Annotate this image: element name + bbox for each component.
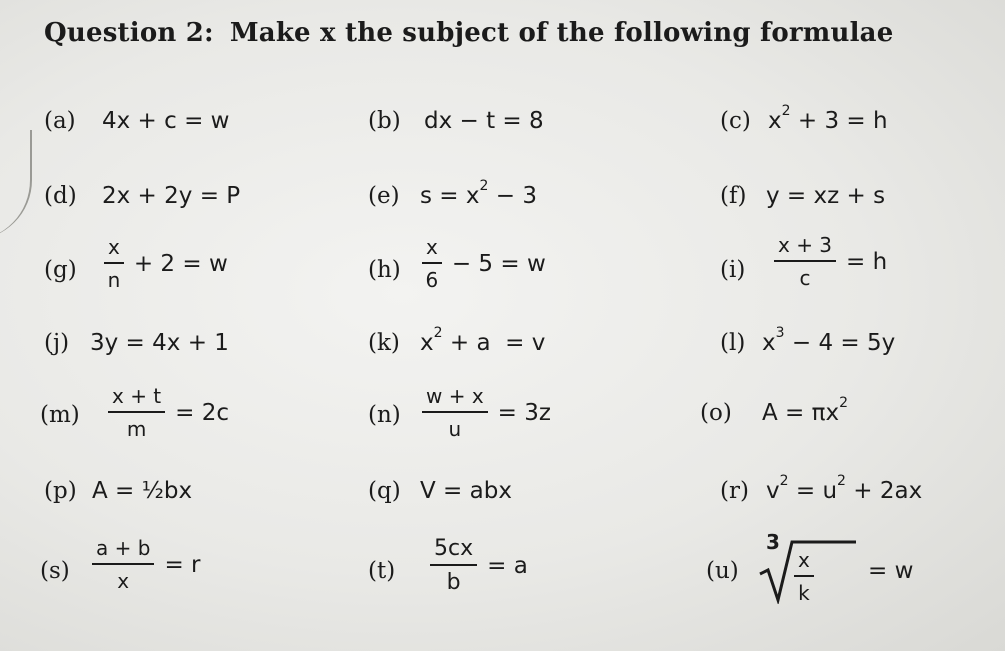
fraction (774, 233, 836, 290)
exponent: 2 (433, 325, 443, 341)
formula: 3y = 4x + 1 (90, 330, 229, 356)
formula-rest: + 3 = h (790, 108, 888, 134)
numerator: x + t (108, 384, 165, 413)
item-label: (b) (368, 108, 401, 134)
formula-rest: − 4 = 5y (784, 330, 896, 356)
numerator: x (104, 235, 124, 264)
formula: 4x + c = w (102, 108, 230, 134)
item-label: (s) (40, 558, 70, 584)
item-label: (r) (720, 478, 749, 504)
numerator: x (794, 548, 814, 577)
fraction (104, 235, 124, 292)
exponent: 2 (779, 473, 789, 489)
denominator: n (107, 268, 121, 292)
formula: dx − t = 8 (424, 108, 544, 134)
item-label: (o) (700, 400, 732, 426)
fraction (92, 536, 154, 593)
denominator: 6 (425, 268, 439, 292)
denominator: k (798, 581, 810, 605)
exponent: 2 (839, 395, 849, 411)
formula-pre: A = πx (762, 400, 840, 426)
denominator: u (448, 417, 462, 441)
item-label: (m) (40, 402, 80, 428)
formula: y = xz + s (766, 183, 886, 209)
item-label: (i) (720, 257, 746, 283)
formula-rest: − 3 (488, 183, 537, 209)
fraction (422, 384, 488, 441)
exponent: 2 (781, 103, 791, 119)
numerator: a + b (92, 536, 154, 565)
formula-rest: = 3z (497, 399, 551, 426)
formula-base: x (762, 330, 776, 356)
denominator: c (799, 266, 811, 290)
item-label: (h) (368, 257, 401, 283)
denominator: x (117, 569, 130, 593)
formula-mid: = u (788, 478, 838, 504)
formula-rest: = h (846, 248, 888, 275)
formula-rest: + 2 = w (133, 250, 228, 277)
exponent: 2 (837, 473, 846, 489)
numerator: x + 3 (774, 233, 836, 262)
item-label: (l) (720, 330, 746, 356)
formula-rest: = w (868, 558, 914, 584)
formula-base: x (768, 108, 782, 134)
item-label: (e) (368, 183, 400, 209)
root-index: 3 (766, 530, 780, 554)
formula: A = ½bx (92, 478, 193, 504)
fraction (430, 536, 477, 595)
formula-rest: = a (487, 552, 528, 579)
formula-pre: s = x (420, 183, 480, 209)
formula-base: x (420, 330, 434, 356)
formula-rest: = 2c (175, 399, 230, 426)
numerator: x (422, 235, 442, 264)
formula-rest: − 5 = w (451, 250, 546, 277)
question-number: Question 2: (44, 18, 214, 48)
question-instruction: Make x the subject of the following formulae (229, 18, 894, 48)
numerator: 5cx (430, 536, 477, 566)
item-label: (c) (720, 108, 751, 134)
fraction (108, 384, 165, 441)
fraction (794, 548, 814, 605)
fraction (422, 235, 442, 292)
formula-pre: v (766, 478, 780, 504)
item-label: (q) (368, 478, 401, 504)
formula-rest: + 2ax (845, 478, 923, 504)
cube-root (758, 530, 858, 605)
formula-rest: = r (164, 551, 201, 578)
item-label: (f) (720, 183, 747, 209)
item-label: (k) (368, 330, 400, 356)
page-corner-shadow (0, 130, 32, 240)
item-label: (u) (706, 558, 739, 584)
exponent: 3 (775, 325, 785, 341)
item-label: (a) (44, 108, 76, 134)
numerator: w + x (422, 384, 488, 413)
formula: 2x + 2y = P (102, 183, 241, 209)
item-label: (p) (44, 478, 77, 504)
item-label: (j) (44, 330, 70, 356)
question-title (44, 18, 893, 48)
exponent: 2 (479, 178, 489, 194)
denominator: m (126, 417, 147, 441)
item-label: (d) (44, 183, 77, 209)
formula: V = abx (420, 478, 512, 504)
item-label: (t) (368, 558, 396, 584)
item-label: (n) (368, 402, 401, 428)
denominator: b (446, 570, 461, 595)
formula-rest: + a = v (442, 330, 546, 356)
item-label: (g) (44, 257, 77, 283)
